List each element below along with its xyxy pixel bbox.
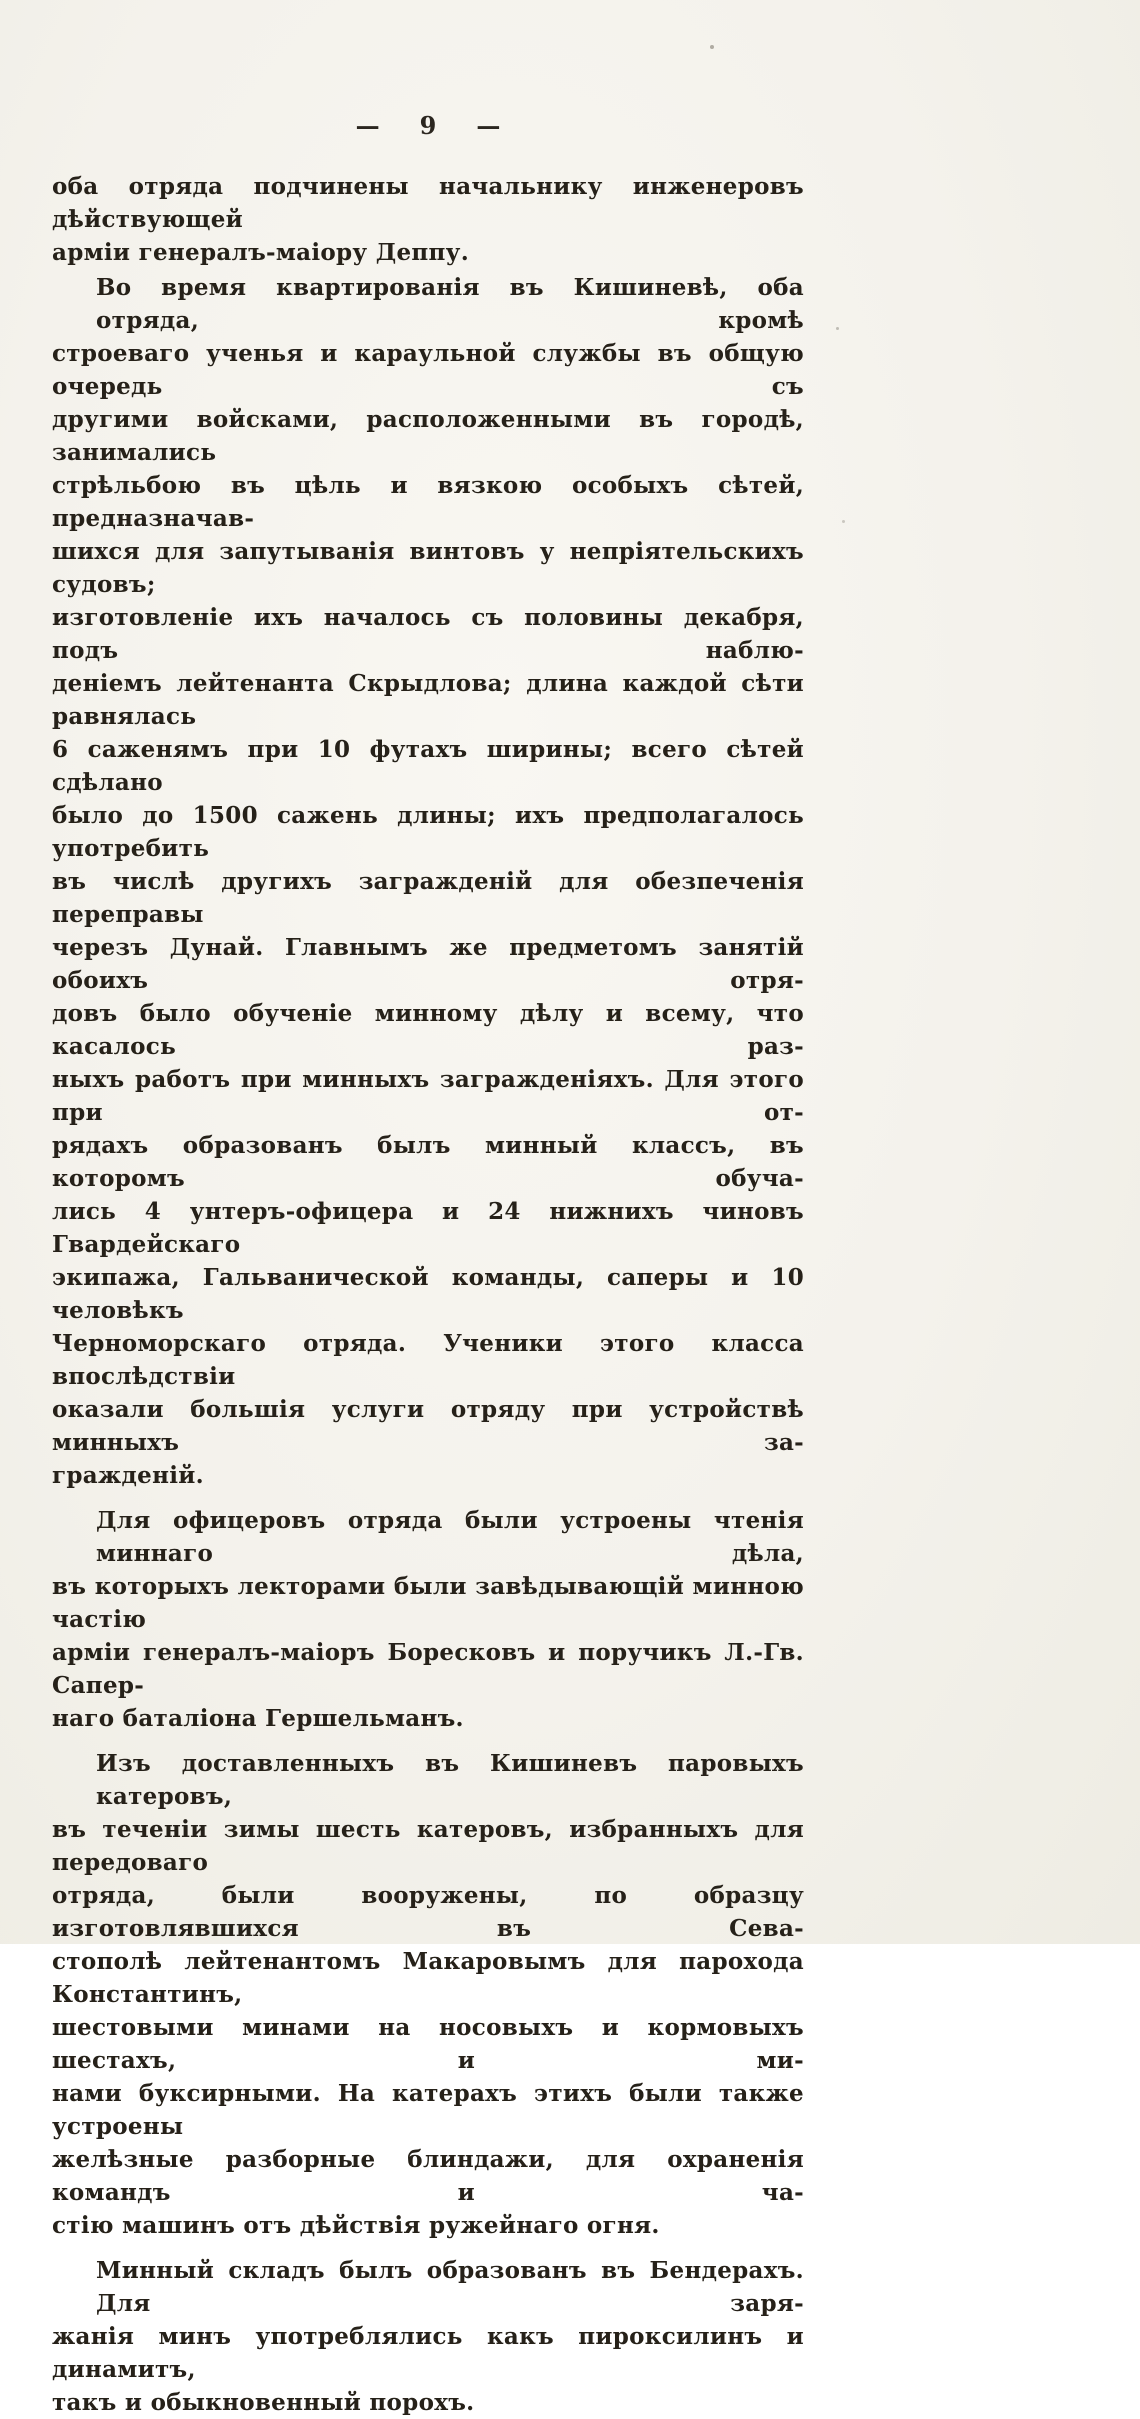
text-line: ныхъ работъ при минныхъ загражденіяхъ. Для этого при от- <box>52 1066 804 1126</box>
text-line: въ теченіи зимы шесть катеровъ, избранныхъ для передоваго <box>52 1816 804 1876</box>
text-line: деніемъ лейтенанта Скрыдлова; длина каждой сѣти равнялась <box>52 670 804 730</box>
text-line: стію машинъ отъ дѣйствія ружейнаго огня. <box>52 2212 660 2239</box>
page-number: 9 <box>419 111 437 140</box>
text-line: шестовыми минами на носовыхъ и кормовыхъ шестахъ, и ми- <box>52 2014 804 2074</box>
text-line: 6 саженямъ при 10 футахъ ширины; всего сѣтей сдѣлано <box>52 736 804 796</box>
text-line: желѣзные разборные блиндажи, для охраненія командъ и ча- <box>52 2146 804 2206</box>
page-number-dash-right: — <box>476 111 501 140</box>
text-line: гражденій. <box>52 1462 204 1489</box>
text-line: арміи генералъ-маіору Деппу. <box>52 239 470 266</box>
text-line: экипажа, Гальванической команды, саперы и 10 человѣкъ <box>52 1264 804 1324</box>
text-line: нами буксирными. На катерахъ этихъ были также устроены <box>52 2080 804 2140</box>
text-column <box>52 112 804 2419</box>
scan-speck <box>710 45 714 49</box>
text-line: было до 1500 сажень длины; ихъ предполагалось употребить <box>52 802 804 862</box>
text-line: въ которыхъ лекторами были завѣдывающій минною частію <box>52 1573 804 1633</box>
paragraph <box>52 271 804 1492</box>
text-line: Во время квартированія въ Кишиневѣ, оба отряда, кромѣ <box>96 274 804 334</box>
text-line: шихся для запутыванія винтовъ у непріятельскихъ судовъ; <box>52 538 804 598</box>
text-line: черезъ Дунай. Главнымъ же предметомъ занятій обоихъ отря- <box>52 934 804 994</box>
page-header <box>52 112 804 140</box>
text-line: оказали большія услуги отряду при устройствѣ минныхъ за- <box>52 1396 804 1456</box>
text-line: арміи генералъ-маіоръ Боресковъ и поручикъ Л.-Гв. Сапер- <box>52 1639 804 1699</box>
text-line: рядахъ образованъ былъ минный классъ, въ которомъ обуча- <box>52 1132 804 1192</box>
text-line: стрѣльбою въ цѣль и вязкою особыхъ сѣтей, предназначав- <box>52 472 804 532</box>
text-line: Для офицеровъ отряда были устроены чтенія миннаго дѣла, <box>96 1507 804 1567</box>
scan-speck <box>842 520 845 523</box>
text-line: довъ было обученіе минному дѣлу и всему, что касалось раз- <box>52 1000 804 1060</box>
paragraph <box>52 2254 804 2419</box>
text-line: стополѣ лейтенантомъ Макаровымъ для парохода Константинъ, <box>52 1948 804 2008</box>
text-line: Минный складъ былъ образованъ въ Бендерахъ. Для заря- <box>96 2257 804 2317</box>
text-line: Изъ доставленныхъ въ Кишиневъ паровыхъ катеровъ, <box>96 1750 804 1810</box>
paragraph <box>52 170 804 269</box>
text-line: отряда, были вооружены, по образцу изготовлявшихся въ Сева- <box>52 1882 804 1942</box>
text-line: изготовленіе ихъ началось съ половины декабря, подъ наблю- <box>52 604 804 664</box>
text-line: въ числѣ другихъ загражденій для обезпеченія переправы <box>52 868 804 928</box>
text-line: строеваго ученья и караульной службы въ общую очередь съ <box>52 340 804 400</box>
text-line: Черноморскаго отряда. Ученики этого класса впослѣдствіи <box>52 1330 804 1390</box>
scan-speck <box>836 327 839 330</box>
text-line: оба отряда подчинены начальнику инженеровъ дѣйствующей <box>52 173 804 233</box>
text-line: лись 4 унтеръ-офицера и 24 нижнихъ чиновъ Гвардейскаго <box>52 1198 804 1258</box>
text-line: другими войсками, расположенными въ городѣ, занимались <box>52 406 804 466</box>
text-line: наго баталіона Гершельманъ. <box>52 1705 464 1732</box>
paragraph <box>52 1504 804 1735</box>
text-line: жанія минъ употреблялись какъ пироксилинъ и динамитъ, <box>52 2323 804 2383</box>
paragraph <box>52 1747 804 2242</box>
page-number-dash-left: — <box>355 111 380 140</box>
text-line: такъ и обыкновенный порохъ. <box>52 2389 475 2416</box>
